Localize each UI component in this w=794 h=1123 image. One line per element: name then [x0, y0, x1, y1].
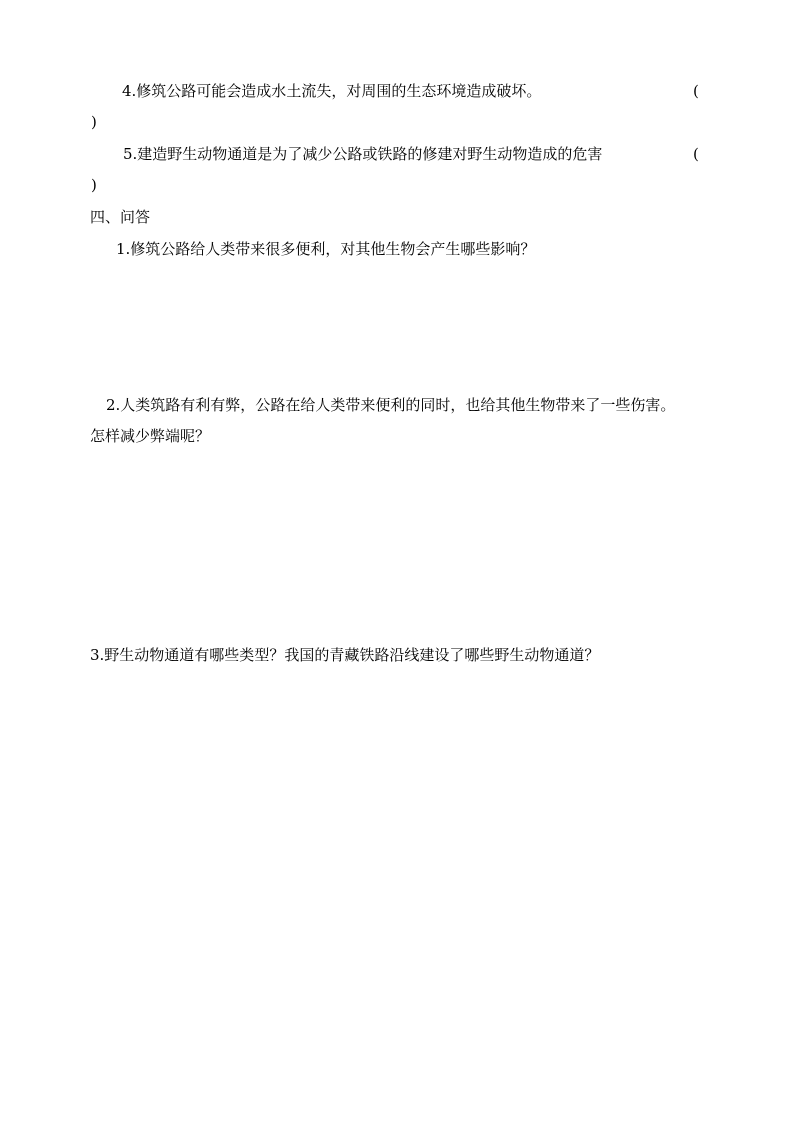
judgement-item-4-paren-close: ) [91, 113, 97, 131]
judgement-item-4-text: 4.修筑公路可能会造成水土流失，对周围的生态环境造成破坏。 [122, 82, 542, 100]
judgement-item-5-paren-open: ( [693, 145, 699, 163]
question-1: 1.修筑公路给人类带来很多便利，对其他生物会产生哪些影响？ [116, 240, 536, 258]
judgement-item-5-text: 5.建造野生动物通道是为了减少公路或铁路的修建对野生动物造成的危害 [123, 145, 603, 163]
section-heading-qa: 四、问答 [90, 208, 151, 226]
judgement-item-5-paren-close: ) [91, 176, 97, 194]
question-2-line-2: 怎样减少弊端呢？ [90, 427, 211, 445]
question-2-line-1: 2.人类筑路有利有弊，公路在给人类带来便利的同时，也给其他生物带来了一些伤害。 [106, 396, 676, 414]
question-3: 3.野生动物通道有哪些类型？我国的青藏铁路沿线建设了哪些野生动物通道？ [90, 646, 600, 664]
judgement-item-4-paren-open: ( [693, 82, 699, 100]
